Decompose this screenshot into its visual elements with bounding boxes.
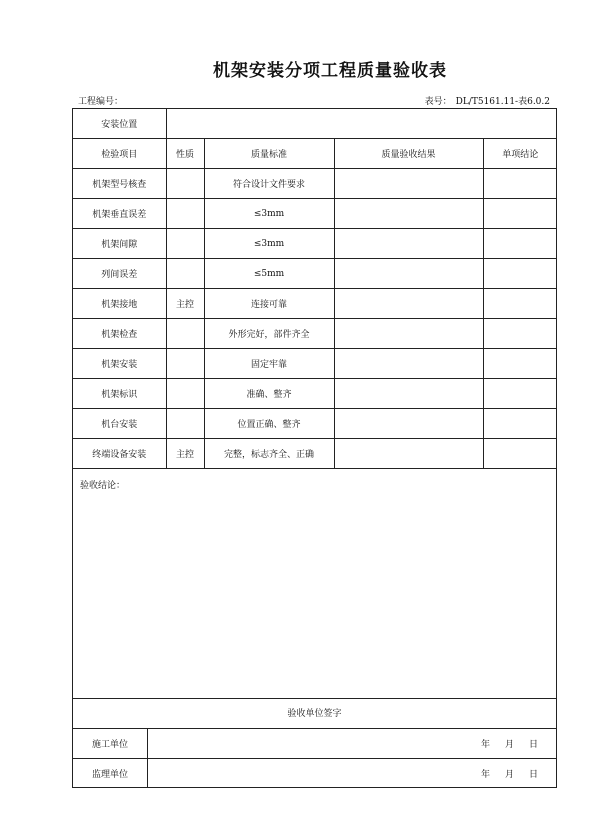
sign-row-construction	[73, 729, 556, 759]
row-standard: 准确、整齐	[204, 379, 334, 409]
row-conclusion-cell[interactable]	[483, 169, 557, 199]
row-item: 机架检查	[73, 319, 166, 349]
date-year: 年	[480, 770, 490, 780]
row-standard: 符合设计文件要求	[204, 169, 334, 199]
row-conclusion-cell[interactable]	[483, 199, 557, 229]
sign-unit-label: 监理单位	[73, 759, 148, 788]
table-row	[73, 349, 557, 379]
form-number-value: DL/T5161.11-表6.0.2	[455, 97, 550, 107]
table-row	[73, 289, 557, 319]
page-title: 机架安装分项工程质量验收表	[213, 61, 447, 81]
row-conclusion-cell[interactable]	[483, 229, 557, 259]
row-nature	[166, 409, 204, 439]
row-item: 机架接地	[73, 289, 166, 319]
row-result-cell[interactable]	[334, 439, 483, 469]
form-number	[421, 94, 550, 107]
header-row	[73, 139, 557, 169]
row-conclusion-cell[interactable]	[483, 349, 557, 379]
header-result: 质量验收结果	[334, 139, 483, 169]
row-standard: 固定牢靠	[204, 349, 334, 379]
row-conclusion-cell[interactable]	[483, 259, 557, 289]
inspection-table	[73, 109, 557, 469]
row-item: 机架标识	[73, 379, 166, 409]
row-conclusion-cell[interactable]	[483, 289, 557, 319]
row-result-cell[interactable]	[334, 259, 483, 289]
form-number-label: 表号：	[424, 97, 452, 107]
row-conclusion-cell[interactable]	[483, 379, 557, 409]
row-result-cell[interactable]	[334, 229, 483, 259]
inspection-form	[72, 108, 557, 788]
row-nature: 主控	[166, 289, 204, 319]
row-nature	[166, 379, 204, 409]
header-nature: 性质	[166, 139, 204, 169]
row-result-cell[interactable]	[334, 319, 483, 349]
location-label: 安装位置	[73, 109, 166, 139]
header-conclusion: 单项结论	[483, 139, 557, 169]
row-nature	[166, 319, 204, 349]
project-number-label: 工程编号：	[78, 97, 124, 107]
row-item: 机架型号核查	[73, 169, 166, 199]
table-row	[73, 169, 557, 199]
header-standard: 质量标准	[204, 139, 334, 169]
table-row	[73, 409, 557, 439]
table-row	[73, 259, 557, 289]
row-standard: 外形完好，部件齐全	[204, 319, 334, 349]
row-result-cell[interactable]	[334, 379, 483, 409]
row-nature	[166, 349, 204, 379]
row-result-cell[interactable]	[334, 169, 483, 199]
row-nature	[166, 199, 204, 229]
location-row	[73, 109, 557, 139]
row-item: 终端设备安装	[73, 439, 166, 469]
row-standard: 连接可靠	[204, 289, 334, 319]
location-value-cell[interactable]	[166, 109, 557, 139]
sign-header: 验收单位签字	[73, 699, 556, 729]
row-standard: ≤5mm	[204, 259, 334, 289]
date-month: 月	[504, 770, 514, 780]
row-conclusion-cell[interactable]	[483, 439, 557, 469]
row-item: 机架安装	[73, 349, 166, 379]
row-standard: 位置正确、整齐	[204, 409, 334, 439]
row-nature	[166, 169, 204, 199]
row-result-cell[interactable]	[334, 199, 483, 229]
date-month: 月	[504, 740, 514, 750]
table-row	[73, 229, 557, 259]
date-day: 日	[528, 740, 538, 750]
table-row	[73, 439, 557, 469]
row-item: 机台安装	[73, 409, 166, 439]
sign-date[interactable]	[466, 729, 538, 758]
header-item: 检验项目	[73, 139, 166, 169]
date-day: 日	[528, 770, 538, 780]
sign-unit-label: 施工单位	[73, 729, 148, 758]
row-item: 机架垂直误差	[73, 199, 166, 229]
row-standard: ≤3mm	[204, 199, 334, 229]
table-row	[73, 319, 557, 349]
row-result-cell[interactable]	[334, 289, 483, 319]
row-standard: 完整，标志齐全、正确	[204, 439, 334, 469]
row-result-cell[interactable]	[334, 349, 483, 379]
date-year: 年	[480, 740, 490, 750]
table-row	[73, 199, 557, 229]
row-nature	[166, 259, 204, 289]
row-result-cell[interactable]	[334, 409, 483, 439]
row-nature	[166, 229, 204, 259]
sign-row-supervision	[73, 759, 556, 788]
row-item: 列间误差	[73, 259, 166, 289]
row-conclusion-cell[interactable]	[483, 409, 557, 439]
sign-date[interactable]	[466, 759, 538, 788]
row-standard: ≤3mm	[204, 229, 334, 259]
acceptance-conclusion-label: 验收结论：	[80, 481, 126, 491]
table-row	[73, 379, 557, 409]
row-nature: 主控	[166, 439, 204, 469]
acceptance-conclusion-area[interactable]	[73, 468, 556, 699]
row-conclusion-cell[interactable]	[483, 319, 557, 349]
row-item: 机架间隙	[73, 229, 166, 259]
